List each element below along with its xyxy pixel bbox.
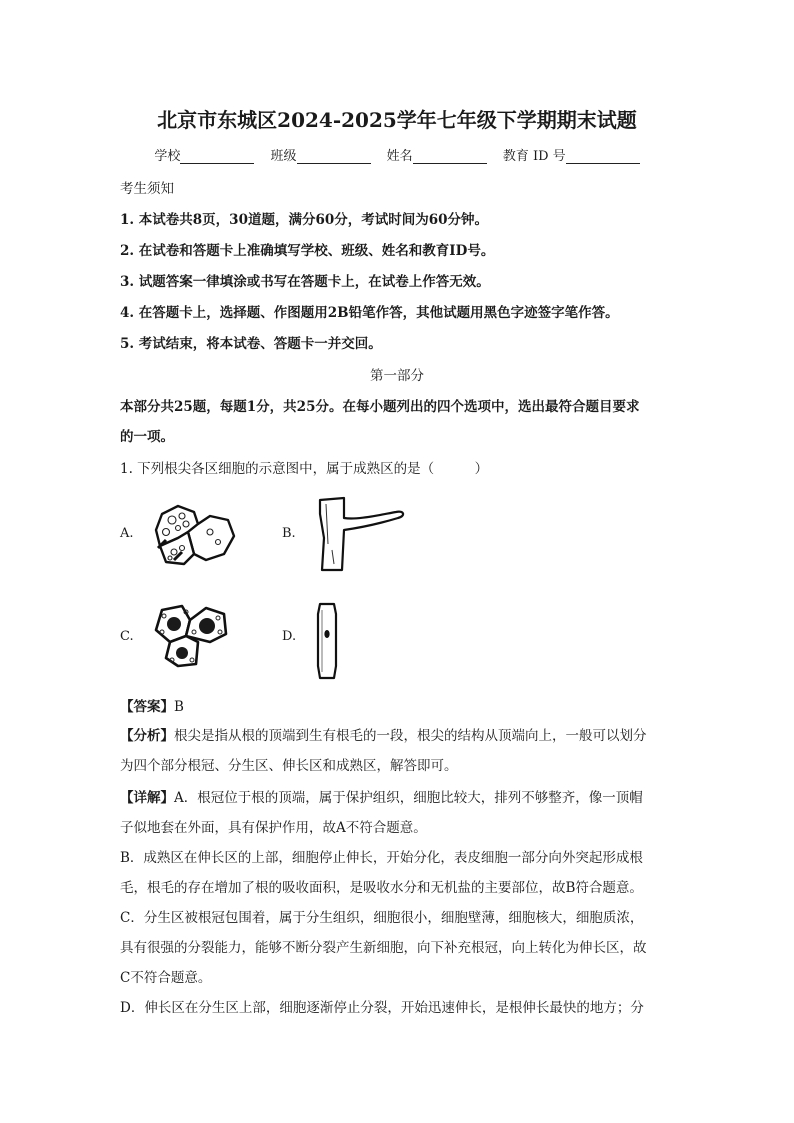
detail-line: 具有很强的分裂能力，能够不断分裂产生新细胞，向下补充根冠，向上转化为伸长区，故 xyxy=(120,940,647,956)
answer-line xyxy=(120,695,184,715)
detail-line: 子似地套在外面，具有保护作用，故A不符合题意。 xyxy=(120,820,427,836)
school-blank[interactable] xyxy=(180,151,254,164)
edu-id-blank[interactable] xyxy=(566,151,640,164)
detail-paragraph xyxy=(120,783,680,1023)
student-info-fields xyxy=(0,145,794,164)
name-field xyxy=(387,145,487,164)
class-field xyxy=(271,145,371,164)
option-b-label[interactable]: B. xyxy=(282,526,296,541)
detail-line xyxy=(120,783,680,813)
detail-line: B．成熟区在伸长区的上部，细胞停止伸长，开始分化，表皮细胞一部分向外突起形成根 xyxy=(120,850,643,866)
option-d-label[interactable]: D. xyxy=(282,629,297,644)
option-a-label[interactable]: A. xyxy=(120,526,134,541)
answer-label: 【答案】 xyxy=(120,699,174,715)
analysis-label: 【分析】 xyxy=(120,728,174,744)
detail-line: C不符合题意。 xyxy=(120,970,212,986)
notice-item: 5. 考试结束，将本试卷、答题卡一并交回。 xyxy=(120,336,382,352)
meristem-cells-figure xyxy=(152,602,232,670)
detail-line: 毛，根毛的存在增加了根的吸收面积，是吸收水分和无机盐的主要部位，故B符合题意。 xyxy=(120,880,643,896)
notice-heading: 考生须知 xyxy=(120,181,174,197)
part-instructions: 本部分共25题，每题1分，共25分。在每小题列出的四个选项中，选出最符合题目要求 xyxy=(120,399,640,415)
analysis-line xyxy=(120,721,680,751)
class-blank[interactable] xyxy=(297,151,371,164)
analysis-text: 根尖是指从根的顶端到生有根毛的一段，根尖的结构从顶端向上，一般可以划分 xyxy=(174,728,647,744)
edu-id-label: 教育 ID 号 xyxy=(502,149,566,164)
root-cap-cells-figure xyxy=(148,502,240,568)
name-label: 姓名 xyxy=(386,149,413,164)
notice-item: 2. 在试卷和答题卡上准确填写学校、班级、姓名和教育ID号。 xyxy=(120,243,495,259)
detail-line: D．伸长区在分生区上部，细胞逐渐停止分裂，开始迅速伸长，是根伸长最快的地方；分 xyxy=(120,1000,644,1016)
notice-item: 3. 试题答案一律填涂或书写在答题卡上，在试卷上作答无效。 xyxy=(120,274,490,290)
notice-item: 4. 在答题卡上，选择题、作图题用2B铅笔作答，其他试题用黑色字迹签字笔作答。 xyxy=(120,305,619,321)
name-blank[interactable] xyxy=(413,151,487,164)
detail-label: 【详解】 xyxy=(120,790,174,806)
option-c-label[interactable]: C. xyxy=(120,629,134,644)
notice-item: 1. 本试卷共8页，30道题，满分60分，考试时间为60分钟。 xyxy=(120,212,489,228)
root-hair-cell-figure xyxy=(312,494,408,574)
edu-id-field xyxy=(503,145,640,164)
exam-title: 北京市东城区2024-2025学年七年级下学期期末试题 xyxy=(157,108,637,132)
question-stem: 1. 下列根尖各区细胞的示意图中，属于成熟区的是（ ） xyxy=(120,461,489,477)
analysis-line: 为四个部分根冠、分生区、伸长区和成熟区，解答即可。 xyxy=(120,758,458,774)
elongation-cell-figure xyxy=(314,600,340,682)
school-label: 学校 xyxy=(154,149,181,164)
answer-value: B xyxy=(174,699,184,715)
part-heading: 第一部分 xyxy=(370,368,424,384)
school-field xyxy=(154,145,254,164)
analysis-paragraph xyxy=(120,721,680,781)
detail-text: A．根冠位于根的顶端，属于保护组织，细胞比较大，排列不够整齐，像一顶帽 xyxy=(174,790,643,806)
part-instructions-cont: 的一项。 xyxy=(120,429,174,445)
class-label: 班级 xyxy=(270,149,297,164)
detail-line: C．分生区被根冠包围着，属于分生组织，细胞很小，细胞壁薄，细胞核大，细胞质浓， xyxy=(120,910,644,926)
